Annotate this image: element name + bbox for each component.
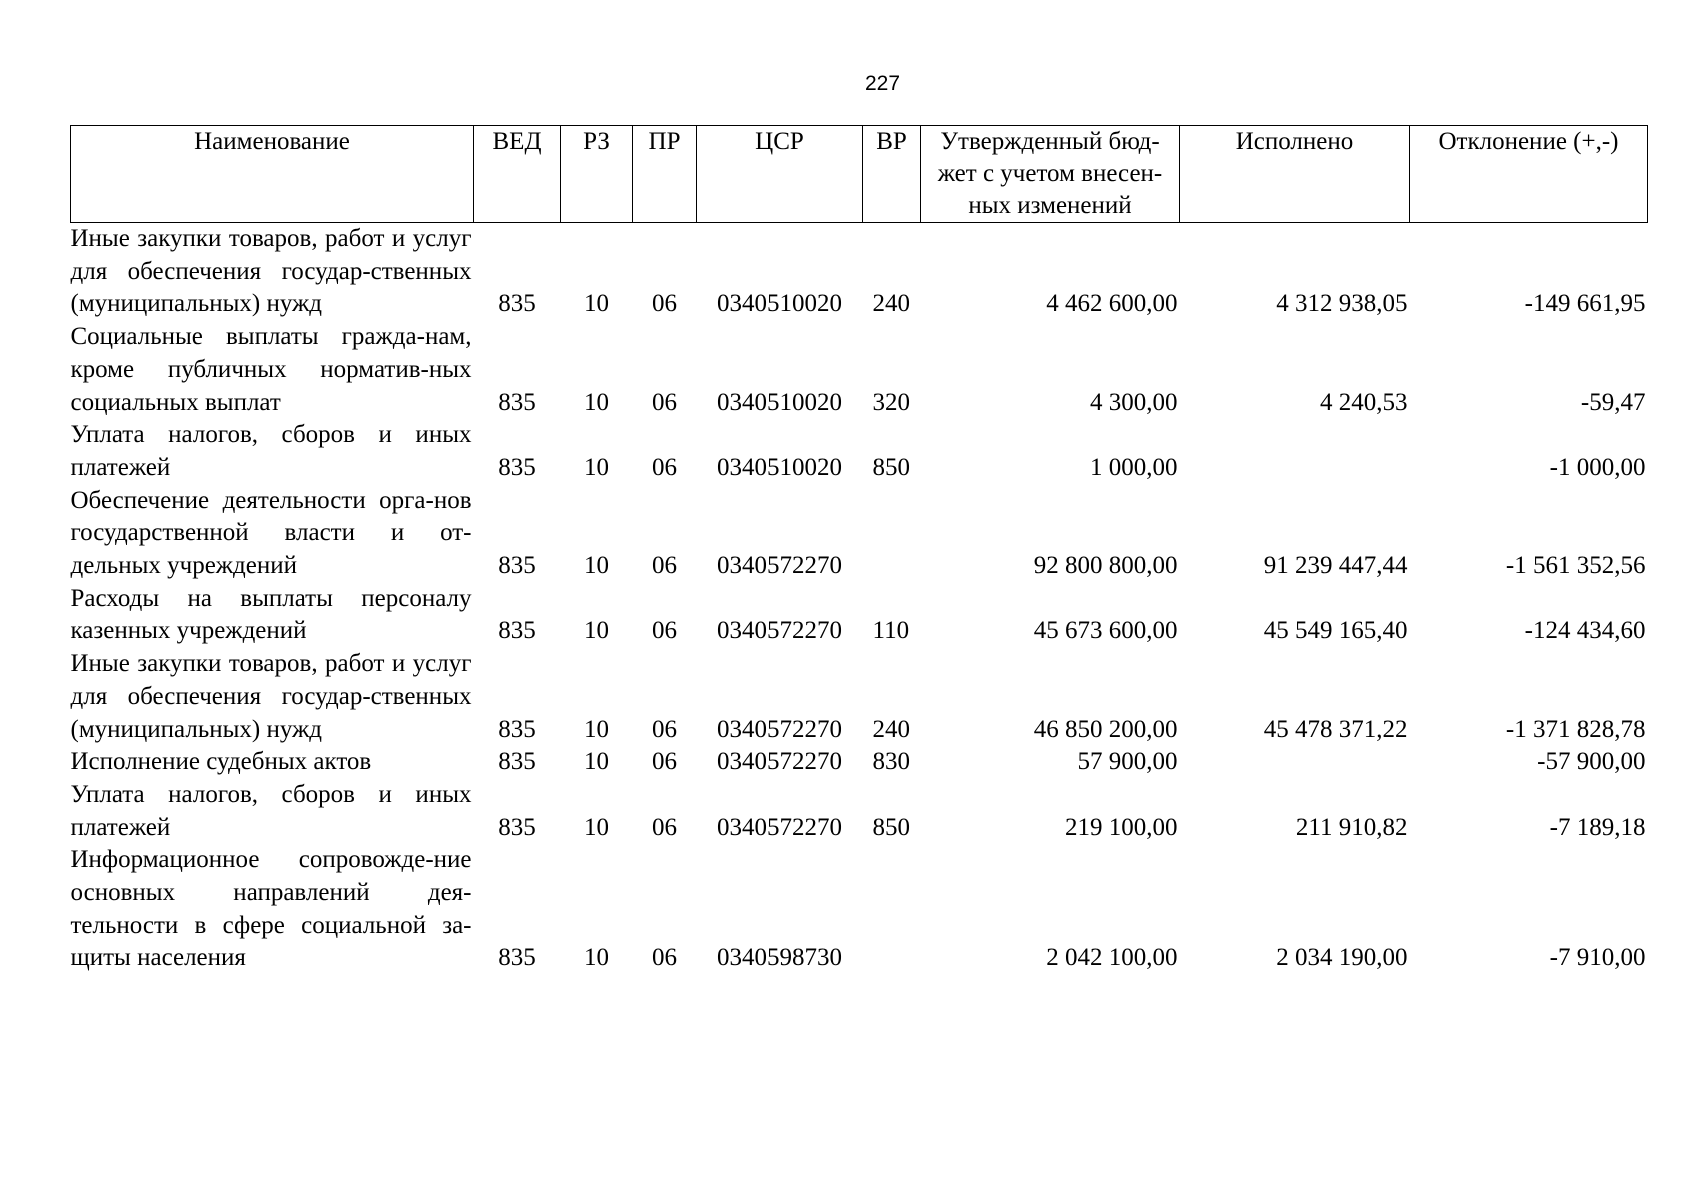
header-budget: Утвержденный бюд-жет с учетом внесен-ных изменений <box>921 126 1180 223</box>
row-ved: 835 <box>498 617 536 645</box>
row-vr: 320 <box>872 388 910 416</box>
row-budget: 46 850 200,00 <box>1033 715 1178 743</box>
row-ved: 835 <box>498 748 536 776</box>
row-budget: 219 100,00 <box>1065 813 1178 841</box>
row-budget: 2 042 100,00 <box>1046 944 1178 972</box>
header-name: Наименование <box>71 126 474 223</box>
row-name: Исполнение судебных актов <box>70 748 372 776</box>
row-executed: 4 312 938,05 <box>1276 290 1408 318</box>
budget-table <box>70 125 1648 975</box>
row-deviation: -7 910,00 <box>1549 944 1646 972</box>
row-csr: 0340572270 <box>717 748 842 776</box>
row-name: Иные закупки товаров, работ и услуг для обеспечения государ-ственных (муниципальных) нужд <box>70 225 472 318</box>
row-rz: 10 <box>584 552 609 580</box>
row-ved: 835 <box>498 813 536 841</box>
row-deviation: -59,47 <box>1580 388 1646 416</box>
row-deviation: -1 371 828,78 <box>1505 715 1646 743</box>
header-csr: ЦСР <box>697 126 863 223</box>
row-pr: 06 <box>652 552 677 580</box>
row-pr: 06 <box>652 617 677 645</box>
row-budget: 57 900,00 <box>1077 748 1178 776</box>
row-pr: 06 <box>652 715 677 743</box>
header-deviation: Отклонение (+,-) <box>1410 126 1648 223</box>
row-name: Расходы на выплаты персоналу казенных учреждений <box>70 584 472 645</box>
row-name: Социальные выплаты гражда-нам, кроме публичных норматив-ных социальных выплат <box>70 323 472 416</box>
header-vr: ВР <box>863 126 921 223</box>
table-row <box>71 648 1648 746</box>
row-ved: 835 <box>498 552 536 580</box>
row-rz: 10 <box>584 715 609 743</box>
table-row <box>71 844 1648 975</box>
table-row <box>71 419 1648 484</box>
row-rz: 10 <box>584 617 609 645</box>
row-csr: 0340572270 <box>717 617 842 645</box>
table-row <box>71 485 1648 583</box>
row-name: Обеспечение деятельности орга-нов государственной власти и от-дельных учреждений <box>70 486 472 580</box>
row-rz: 10 <box>584 748 609 776</box>
row-vr <box>863 485 921 583</box>
row-name: Уплата налогов, сборов и иных платежей <box>70 780 472 841</box>
row-budget: 92 800 800,00 <box>1033 552 1178 580</box>
row-executed: 2 034 190,00 <box>1276 944 1408 972</box>
row-budget: 45 673 600,00 <box>1033 617 1178 645</box>
row-rz: 10 <box>584 944 609 972</box>
row-pr: 06 <box>652 453 677 481</box>
header-ved: ВЕД <box>474 126 561 223</box>
table-header-row <box>71 126 1648 223</box>
row-csr: 0340510020 <box>717 453 842 481</box>
row-rz: 10 <box>584 453 609 481</box>
row-vr: 850 <box>872 453 910 481</box>
row-deviation: -1 000,00 <box>1549 453 1646 481</box>
row-executed <box>1180 419 1410 484</box>
row-name: Иные закупки товаров, работ и услуг для обеспечения государ-ственных (муниципальных) нужд <box>70 650 472 743</box>
page-number: 227 <box>864 72 901 95</box>
table-row <box>71 779 1648 844</box>
row-csr: 0340510020 <box>717 388 842 416</box>
row-budget: 4 300,00 <box>1090 388 1178 416</box>
row-csr: 0340510020 <box>717 290 842 318</box>
row-deviation: -7 189,18 <box>1549 813 1646 841</box>
table-row <box>71 223 1648 322</box>
row-ved: 835 <box>498 290 536 318</box>
row-pr: 06 <box>652 388 677 416</box>
header-pr: ПР <box>633 126 697 223</box>
row-pr: 06 <box>652 748 677 776</box>
row-ved: 835 <box>498 944 536 972</box>
row-executed: 211 910,82 <box>1295 813 1408 841</box>
row-rz: 10 <box>584 388 609 416</box>
row-pr: 06 <box>652 944 677 972</box>
row-rz: 10 <box>584 813 609 841</box>
row-deviation: -149 661,95 <box>1524 290 1646 318</box>
row-deviation: -124 434,60 <box>1524 617 1646 645</box>
row-vr: 240 <box>872 715 910 743</box>
row-name: Уплата налогов, сборов и иных платежей <box>70 421 472 481</box>
row-vr: 850 <box>872 813 910 841</box>
row-budget: 4 462 600,00 <box>1046 290 1178 318</box>
row-deviation: -57 900,00 <box>1537 748 1646 776</box>
row-executed: 45 549 165,40 <box>1263 617 1408 645</box>
header-rz: РЗ <box>561 126 633 223</box>
row-pr: 06 <box>652 290 677 318</box>
table-row <box>71 321 1648 419</box>
row-vr: 830 <box>872 748 910 776</box>
row-ved: 835 <box>498 388 536 416</box>
row-executed <box>1180 746 1410 779</box>
row-csr: 0340598730 <box>717 944 842 972</box>
row-executed: 4 240,53 <box>1320 388 1408 416</box>
header-executed: Исполнено <box>1180 126 1410 223</box>
row-vr: 240 <box>872 290 910 318</box>
row-budget: 1 000,00 <box>1090 453 1178 481</box>
row-deviation: -1 561 352,56 <box>1505 552 1646 580</box>
row-vr: 110 <box>872 617 910 645</box>
row-ved: 835 <box>498 715 536 743</box>
row-csr: 0340572270 <box>717 813 842 841</box>
row-name: Информационное сопровожде-ние основных направлений дея-тельности в сфере социальной за-щиты населения <box>70 846 472 972</box>
row-pr: 06 <box>652 813 677 841</box>
table-row <box>71 746 1648 779</box>
row-executed: 45 478 371,22 <box>1263 715 1408 743</box>
table-row <box>71 583 1648 648</box>
row-executed: 91 239 447,44 <box>1263 552 1408 580</box>
row-csr: 0340572270 <box>717 552 842 580</box>
row-rz: 10 <box>584 290 609 318</box>
row-vr <box>863 844 921 975</box>
row-csr: 0340572270 <box>717 715 842 743</box>
row-ved: 835 <box>498 453 536 481</box>
